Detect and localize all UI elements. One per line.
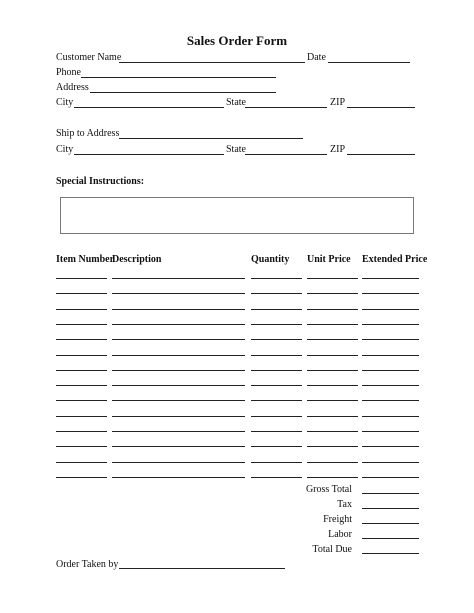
description-cell[interactable]: [112, 370, 245, 371]
state-label: State: [226, 97, 246, 108]
description-cell[interactable]: [112, 309, 245, 310]
extended-price-cell[interactable]: [362, 385, 419, 386]
quantity-cell[interactable]: [251, 324, 302, 325]
description-cell[interactable]: [112, 477, 245, 478]
item-number-cell[interactable]: [56, 370, 107, 371]
description-cell[interactable]: [112, 400, 245, 401]
quantity-cell[interactable]: [251, 309, 302, 310]
item-number-cell[interactable]: [56, 293, 107, 294]
unit-price-cell[interactable]: [307, 324, 358, 325]
unit-price-cell[interactable]: [307, 416, 358, 417]
header-unit-price: Unit Price: [307, 254, 351, 265]
item-number-cell[interactable]: [56, 477, 107, 478]
freight-label: Freight: [323, 514, 352, 525]
item-number-cell[interactable]: [56, 278, 107, 279]
extended-price-cell[interactable]: [362, 477, 419, 478]
unit-price-cell[interactable]: [307, 278, 358, 279]
header-description: Description: [112, 254, 162, 265]
unit-price-cell[interactable]: [307, 355, 358, 356]
item-number-cell[interactable]: [56, 416, 107, 417]
item-number-cell[interactable]: [56, 462, 107, 463]
quantity-cell[interactable]: [251, 462, 302, 463]
item-number-cell[interactable]: [56, 339, 107, 340]
extended-price-cell[interactable]: [362, 462, 419, 463]
description-cell[interactable]: [112, 278, 245, 279]
unit-price-cell[interactable]: [307, 370, 358, 371]
extended-price-cell[interactable]: [362, 446, 419, 447]
quantity-cell[interactable]: [251, 446, 302, 447]
unit-price-cell[interactable]: [307, 293, 358, 294]
total-due-label: Total Due: [312, 544, 352, 555]
item-number-cell[interactable]: [56, 446, 107, 447]
item-number-cell[interactable]: [56, 431, 107, 432]
form-title: Sales Order Form: [186, 33, 288, 48]
item-number-cell[interactable]: [56, 400, 107, 401]
ship-city-field[interactable]: [74, 154, 224, 155]
city-label: City: [56, 97, 74, 108]
extended-price-cell[interactable]: [362, 293, 419, 294]
total-due-field[interactable]: [362, 553, 419, 554]
ship-to-label: Ship to Address: [56, 128, 120, 139]
customer-name-field[interactable]: [119, 62, 305, 63]
date-field[interactable]: [328, 62, 410, 63]
extended-price-cell[interactable]: [362, 355, 419, 356]
header-item-number: Item Number: [56, 254, 115, 265]
special-instructions-label: Special Instructions:: [56, 176, 145, 187]
unit-price-cell[interactable]: [307, 431, 358, 432]
order-taken-by-field[interactable]: [119, 568, 285, 569]
unit-price-cell[interactable]: [307, 477, 358, 478]
unit-price-cell[interactable]: [307, 339, 358, 340]
ship-zip-field[interactable]: [347, 154, 415, 155]
ship-to-field[interactable]: [119, 138, 303, 139]
labor-field[interactable]: [362, 538, 419, 539]
item-number-cell[interactable]: [56, 385, 107, 386]
quantity-cell[interactable]: [251, 293, 302, 294]
quantity-cell[interactable]: [251, 400, 302, 401]
quantity-cell[interactable]: [251, 355, 302, 356]
customer-name-label: Customer Name: [56, 52, 122, 63]
ship-city-label: City: [56, 144, 74, 155]
quantity-cell[interactable]: [251, 278, 302, 279]
item-number-cell[interactable]: [56, 324, 107, 325]
extended-price-cell[interactable]: [362, 339, 419, 340]
quantity-cell[interactable]: [251, 339, 302, 340]
description-cell[interactable]: [112, 431, 245, 432]
quantity-cell[interactable]: [251, 385, 302, 386]
extended-price-cell[interactable]: [362, 431, 419, 432]
item-number-cell[interactable]: [56, 309, 107, 310]
description-cell[interactable]: [112, 324, 245, 325]
unit-price-cell[interactable]: [307, 462, 358, 463]
header-quantity: Quantity: [251, 254, 290, 265]
unit-price-cell[interactable]: [307, 446, 358, 447]
extended-price-cell[interactable]: [362, 400, 419, 401]
description-cell[interactable]: [112, 339, 245, 340]
extended-price-cell[interactable]: [362, 278, 419, 279]
quantity-cell[interactable]: [251, 416, 302, 417]
order-taken-by-label: Order Taken by: [56, 559, 119, 570]
description-cell[interactable]: [112, 462, 245, 463]
tax-label: Tax: [337, 499, 352, 510]
phone-field[interactable]: [81, 77, 276, 78]
unit-price-cell[interactable]: [307, 385, 358, 386]
zip-label: ZIP: [330, 97, 345, 108]
special-instructions-textarea[interactable]: [60, 197, 414, 234]
date-label: Date: [307, 52, 326, 63]
quantity-cell[interactable]: [251, 477, 302, 478]
tax-field[interactable]: [362, 508, 419, 509]
city-field[interactable]: [74, 107, 224, 108]
quantity-cell[interactable]: [251, 370, 302, 371]
ship-zip-label: ZIP: [330, 144, 345, 155]
quantity-cell[interactable]: [251, 431, 302, 432]
description-cell[interactable]: [112, 416, 245, 417]
gross-total-field[interactable]: [362, 493, 419, 494]
description-cell[interactable]: [112, 293, 245, 294]
labor-label: Labor: [328, 529, 352, 540]
extended-price-cell[interactable]: [362, 416, 419, 417]
address-field[interactable]: [90, 92, 276, 93]
extended-price-cell[interactable]: [362, 309, 419, 310]
extended-price-cell[interactable]: [362, 370, 419, 371]
item-number-cell[interactable]: [56, 355, 107, 356]
state-field[interactable]: [245, 107, 327, 108]
address-label: Address: [56, 82, 89, 93]
gross-total-label: Gross Total: [305, 484, 352, 495]
header-extended-price: Extended Price: [362, 254, 428, 265]
freight-field[interactable]: [362, 523, 419, 524]
description-cell[interactable]: [112, 385, 245, 386]
ship-state-field[interactable]: [245, 154, 327, 155]
extended-price-cell[interactable]: [362, 324, 419, 325]
zip-field[interactable]: [347, 107, 415, 108]
description-cell[interactable]: [112, 446, 245, 447]
unit-price-cell[interactable]: [307, 400, 358, 401]
description-cell[interactable]: [112, 355, 245, 356]
unit-price-cell[interactable]: [307, 309, 358, 310]
ship-state-label: State: [226, 144, 246, 155]
phone-label: Phone: [56, 67, 81, 78]
